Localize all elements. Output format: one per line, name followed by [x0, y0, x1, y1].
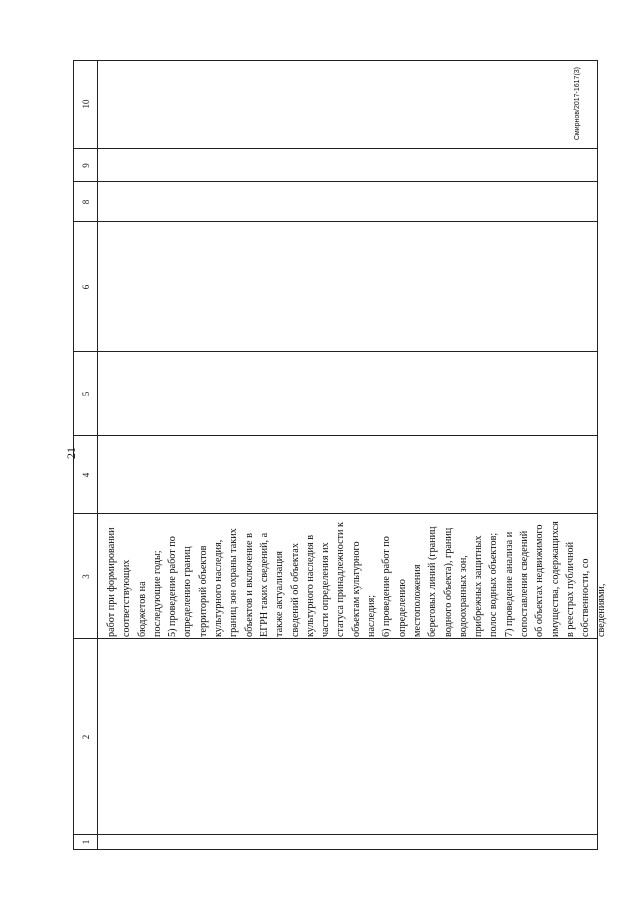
col-header-8: 8 [81, 199, 91, 205]
text-line: 7) проведение анализа и [503, 531, 515, 637]
text-line: сведениями, [595, 583, 607, 637]
text-line: границ зон охраны таких [228, 528, 240, 637]
text-line: бюджетов на [136, 581, 148, 637]
column-divider [74, 148, 597, 149]
text-line: последующие годы; [151, 550, 163, 637]
col-header-1: 1 [81, 839, 91, 845]
text-line: соответствующих [121, 559, 133, 637]
column-divider [74, 638, 597, 639]
col-header-4: 4 [81, 472, 91, 478]
text-line: водоохранных зон, [457, 555, 469, 637]
column-divider [74, 351, 597, 352]
column-divider [74, 221, 597, 222]
text-line: части определения их [320, 542, 332, 637]
text-line: объектам культурного [350, 541, 362, 637]
text-line: определению границ [182, 546, 194, 637]
text-line: определению [396, 579, 408, 637]
col-header-5: 5 [81, 391, 91, 397]
text-line: 5) проведение работ по [167, 536, 179, 637]
col-header-3: 3 [81, 574, 91, 579]
column-divider [74, 181, 597, 182]
page-number: 21 [64, 447, 78, 459]
text-line: наследия; [366, 594, 378, 637]
text-line: об объектах недвижимого [534, 524, 546, 637]
col-header-6: 6 [81, 284, 91, 290]
document-reference: Смирнов/2017-1617(3) [574, 67, 581, 141]
text-line: местоположения [411, 564, 423, 637]
col-header-10: 10 [81, 99, 91, 109]
text-line: культурного наследия, [213, 539, 225, 637]
table-header-row [74, 61, 98, 849]
text-line: сведений об объектах [289, 543, 301, 637]
text-line: сопоставления сведений [519, 530, 531, 637]
text-line: объектов и включение в [243, 533, 255, 637]
text-line: имущества, содержащихся [549, 521, 561, 637]
text-line: береговых линий (границ [427, 526, 439, 637]
text-line: полос водных объектов; [488, 532, 500, 637]
text-line: водного объекта), границ [442, 527, 454, 637]
column-3-text [104, 515, 609, 637]
text-line: территорий объектов [197, 545, 209, 637]
column-divider [74, 834, 597, 835]
text-line: прибрежных защитных [473, 535, 485, 637]
text-line: 6) проведение работ по [381, 536, 393, 637]
column-divider [74, 435, 597, 436]
text-line: работ при формировании [106, 527, 117, 637]
document-table [73, 60, 607, 850]
text-line: собственности, со [580, 558, 592, 637]
text-line: культурного наследия в [304, 534, 316, 637]
column-divider [74, 513, 597, 514]
text-line: ЕГРН таких сведений, а [258, 532, 270, 637]
text-line: в реестрах публичной [564, 541, 576, 637]
text-line: статуса принадлежности к [335, 521, 347, 637]
col-header-2: 2 [81, 734, 91, 740]
col-header-9: 9 [81, 163, 91, 168]
text-line: также актуализация [274, 551, 286, 637]
